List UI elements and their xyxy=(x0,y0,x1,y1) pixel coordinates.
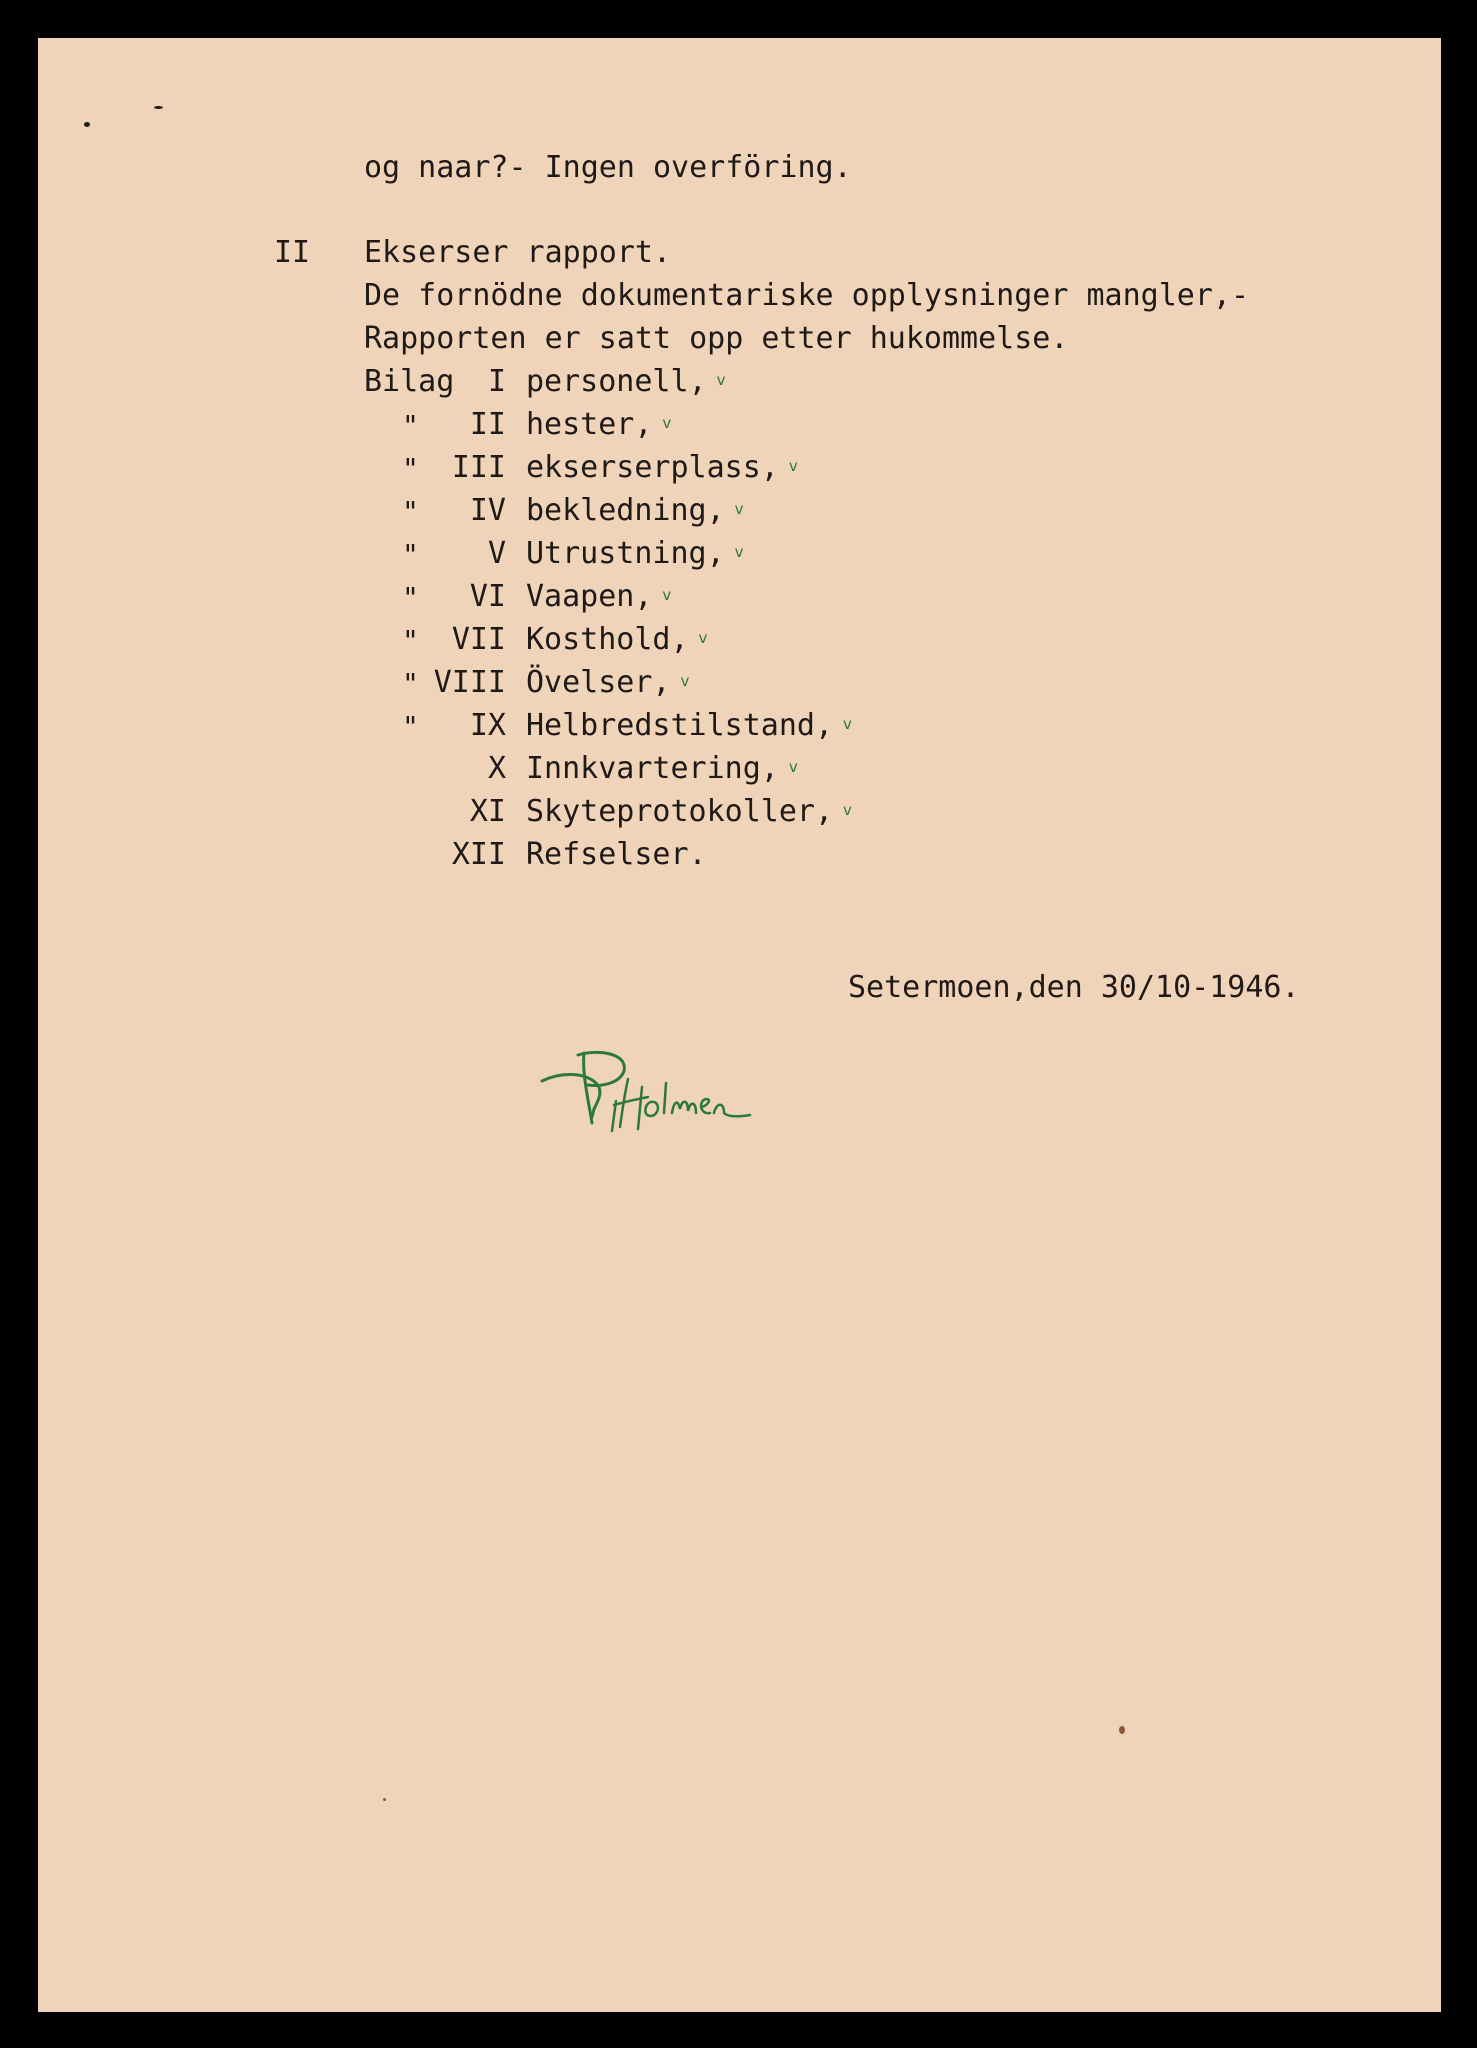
enclosure-numeral: VII xyxy=(451,622,506,657)
enclosure-label: hester, xyxy=(526,407,653,442)
ditto-mark: " xyxy=(402,495,419,528)
check-mark-icon: v xyxy=(788,457,798,475)
section-number: II xyxy=(274,235,311,270)
ink-speck xyxy=(1119,1726,1125,1734)
ink-speck xyxy=(154,106,163,109)
check-mark-icon: v xyxy=(716,371,726,389)
enclosure-label: personell, xyxy=(526,364,707,399)
check-mark-icon: v xyxy=(662,586,672,604)
bilag-label: Bilag xyxy=(364,364,455,399)
check-mark-icon: v xyxy=(734,543,744,561)
enclosure-numeral: V xyxy=(487,536,506,571)
enclosure-label: Utrustning, xyxy=(526,536,725,571)
enclosure-label: Helbredstilstand, xyxy=(526,708,834,743)
check-mark-icon: v xyxy=(698,629,708,647)
enclosure-label: Kosthold, xyxy=(526,622,689,657)
check-mark-icon: v xyxy=(662,414,672,432)
continuation-line: og naar?- Ingen overföring. xyxy=(364,150,852,185)
check-mark-icon: v xyxy=(843,715,852,733)
document-page xyxy=(38,38,1441,2012)
section-title: Ekserser rapport. xyxy=(364,235,672,270)
ditto-mark: " xyxy=(402,409,419,442)
enclosure-label: Refselser. xyxy=(526,837,707,872)
enclosure-numeral: VIII xyxy=(433,665,506,700)
body-line: De fornödne dokumentariske opplysninger mangler,- xyxy=(364,278,1250,313)
ditto-mark: " xyxy=(402,538,419,571)
enclosure-numeral: II xyxy=(469,407,506,442)
place-date: Setermoen,den 30/10-1946. xyxy=(848,970,1300,1005)
check-mark-icon: v xyxy=(843,801,852,819)
enclosure-label: Skyteprotokoller, xyxy=(526,794,834,829)
ditto-mark: " xyxy=(402,581,419,614)
ditto-mark: " xyxy=(402,710,419,743)
check-mark-icon: v xyxy=(680,672,690,690)
enclosure-numeral: VI xyxy=(469,579,506,614)
enclosure-label: bekledning, xyxy=(526,493,725,528)
enclosure-numeral: III xyxy=(451,450,506,485)
ink-speck xyxy=(383,1798,386,1801)
enclosure-label: Vaapen, xyxy=(526,579,653,614)
body-line: Rapporten er satt opp etter hukommelse. xyxy=(364,321,1069,356)
enclosure-label: Innkvartering, xyxy=(526,751,779,786)
enclosure-label: ekserserplass, xyxy=(526,450,779,485)
enclosure-label: Övelser, xyxy=(526,665,671,700)
ditto-mark: " xyxy=(402,624,419,657)
enclosure-numeral: XI xyxy=(469,794,506,829)
check-mark-icon: v xyxy=(788,758,798,776)
signature-image xyxy=(538,1043,768,1133)
enclosure-numeral: IX xyxy=(469,708,506,743)
enclosure-numeral: IV xyxy=(469,493,506,528)
ditto-mark: " xyxy=(402,667,419,700)
enclosure-numeral: I xyxy=(487,364,506,399)
check-mark-icon: v xyxy=(734,500,744,518)
enclosure-numeral: XII xyxy=(451,837,506,872)
ink-speck xyxy=(84,122,90,127)
ditto-mark: " xyxy=(402,452,419,485)
enclosure-numeral: X xyxy=(487,751,506,786)
